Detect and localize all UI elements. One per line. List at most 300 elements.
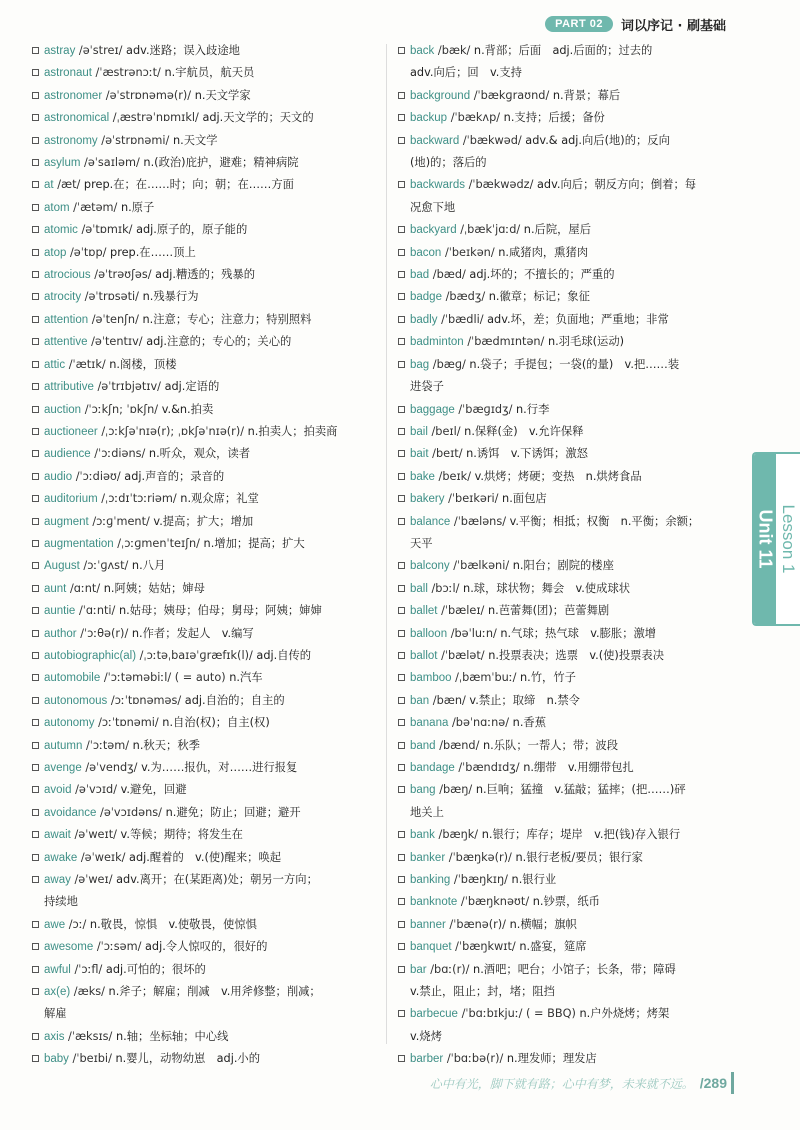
definition: v.为……报仇，对……进行报复 (141, 761, 298, 774)
vocab-entry (32, 130, 372, 152)
phonetic: /ˈbælət/ (441, 648, 485, 662)
checkbox-icon[interactable] (32, 607, 39, 614)
phonetic: /ˈbækwədz/ (468, 178, 534, 192)
phonetic: /ˈbækwəd/ (462, 133, 522, 147)
vocab-entry (398, 1003, 738, 1025)
definition: n.八月 (131, 559, 166, 573)
checkbox-icon[interactable] (398, 1010, 405, 1017)
phonetic: /ˌbækˈjɑːd/ (460, 223, 521, 237)
page-number: /289 (699, 1075, 727, 1091)
checkbox-icon[interactable] (32, 383, 39, 390)
definition: n.盛宴，筵席 (519, 940, 587, 954)
headword: away (44, 874, 71, 887)
phonetic: /bænd/ (439, 738, 480, 752)
headword: banner (410, 918, 446, 931)
vocab-entry (398, 488, 738, 510)
headword: backyard (410, 224, 457, 237)
vocab-entry (32, 600, 372, 622)
phonetic: /ˈɔːdiəʊ/ (75, 469, 121, 483)
checkbox-icon[interactable] (398, 271, 405, 278)
checkbox-icon[interactable] (32, 518, 39, 525)
definition: n.汽车 (229, 671, 263, 685)
unit-label-box (754, 454, 776, 624)
definition: adv.离开；在(某距离)处；朝另一方向； (116, 873, 318, 887)
vocab-entry (398, 85, 738, 107)
definition-continuation: 况愈下地 (410, 200, 456, 214)
phonetic: /əˈstrɒnəmə(r)/ (105, 88, 192, 102)
headword: awake (44, 851, 78, 864)
definition: n.作者；发起人 v.编写 (131, 626, 254, 640)
unit-label: Unit 11 (755, 509, 776, 569)
headword: baggage (410, 403, 455, 416)
checkbox-icon[interactable] (32, 786, 39, 793)
headword: bait (410, 448, 429, 461)
definition: adj.注意的；专心的；关心的 (146, 335, 292, 349)
headword: bamboo (410, 672, 452, 685)
page-header (545, 14, 726, 34)
headword: attic (44, 358, 66, 371)
checkbox-icon[interactable] (398, 428, 405, 435)
headword: auditorium (44, 493, 98, 506)
phonetic: /ɔːˈɡʌst/ (83, 559, 129, 573)
headword: background (410, 89, 471, 102)
checkbox-icon[interactable] (32, 854, 39, 861)
definition: n.背部；后面 adj.后面的；过去的 (473, 44, 653, 57)
checkbox-icon[interactable] (398, 1055, 405, 1062)
vocab-entry (398, 959, 738, 981)
page-footer (430, 1072, 734, 1094)
checkbox-icon[interactable] (32, 966, 39, 973)
definition-continuation: v.烧烤 (410, 1029, 442, 1043)
checkbox-icon[interactable] (398, 518, 405, 525)
definition: v.烘烤；烤硬；变热 n.烘烤食品 (474, 469, 642, 483)
checkbox-icon[interactable] (32, 1055, 39, 1062)
checkbox-icon[interactable] (32, 92, 39, 99)
definition: n.诱饵 v.下诱饵；激怒 (466, 447, 588, 461)
checkbox-icon[interactable] (398, 473, 405, 480)
vocab-entry (398, 690, 738, 712)
definition: v.避免，回避 (120, 783, 187, 797)
checkbox-icon[interactable] (32, 406, 39, 413)
vocab-entry (32, 107, 372, 129)
vocab-entry (32, 85, 372, 107)
headword: bakery (410, 493, 445, 506)
definition: n.残暴行为 (142, 290, 199, 304)
headword: autobiographic(al) (44, 649, 137, 662)
phonetic: /bæk/ (437, 44, 471, 57)
checkbox-icon[interactable] (398, 47, 405, 54)
checkbox-icon[interactable] (398, 652, 405, 659)
checkbox-icon[interactable] (32, 719, 39, 726)
checkbox-icon[interactable] (398, 898, 405, 905)
checkbox-icon[interactable] (32, 159, 39, 166)
definition-continuation: 持续地 (44, 895, 78, 909)
checkbox-icon[interactable] (398, 742, 405, 749)
checkbox-icon[interactable] (32, 876, 39, 883)
vocab-entry (398, 443, 738, 465)
checkbox-icon[interactable] (398, 450, 405, 457)
checkbox-icon[interactable] (32, 674, 39, 681)
definition: n.背景；幕后 (552, 88, 621, 102)
checkbox-icon[interactable] (32, 69, 39, 76)
definition: n.绷带 v.用绷带包扎 (523, 761, 634, 774)
vocab-entry (32, 802, 372, 824)
vocab-entry (398, 421, 738, 443)
definition: n.横幅；旗帜 (509, 917, 577, 931)
checkbox-icon[interactable] (32, 742, 39, 749)
definition: n.气球；热气球 v.膨胀；激增 (500, 626, 657, 640)
vocab-entry (32, 421, 372, 443)
definition: n.阿姨；姑姑；婶母 (103, 581, 205, 595)
headword: atop (44, 246, 67, 259)
phonetic: /ˈbeɪkən/ (444, 245, 495, 259)
definition: adj.糟透的；残暴的 (155, 268, 256, 282)
phonetic: /ˈæksɪs/ (68, 1029, 113, 1043)
phonetic: /ˈbædli/ (441, 312, 484, 326)
vocab-entry (32, 331, 372, 353)
definition: adj.定语的 (164, 380, 220, 394)
checkbox-icon[interactable] (398, 293, 405, 300)
phonetic: /beɪk/ (438, 469, 472, 483)
checkbox-icon[interactable] (32, 988, 39, 995)
vocab-entry (398, 555, 738, 577)
headword: auntie (44, 605, 76, 618)
headword: banknote (410, 896, 458, 909)
headword: aunt (44, 582, 67, 595)
vocab-entry (32, 511, 372, 533)
checkbox-icon[interactable] (398, 630, 405, 637)
headword: audience (44, 448, 91, 461)
phonetic: /ˈɔːtəməbiːl/ ( = auto) (103, 671, 226, 685)
checkbox-icon[interactable] (398, 943, 405, 950)
headword: atrocious (44, 269, 91, 282)
definition: n.银行老板/要员；银行家 (515, 850, 643, 864)
vocab-entry (398, 309, 738, 331)
checkbox-icon[interactable] (398, 249, 405, 256)
checkbox-icon[interactable] (398, 585, 405, 592)
checkbox-icon[interactable] (32, 943, 39, 950)
checkbox-icon[interactable] (398, 966, 405, 973)
phonetic: /ˌbæmˈbuː/ (455, 671, 517, 685)
vocab-entry (398, 779, 738, 801)
lesson-label: Lesson 1 (779, 504, 798, 574)
vocab-entry (32, 959, 372, 981)
headword: badge (410, 291, 442, 304)
definition: n.自治(权)；自主(权) (162, 716, 270, 730)
checkbox-icon[interactable] (32, 47, 39, 54)
checkbox-icon[interactable] (398, 316, 405, 323)
vocab-entry (32, 152, 372, 174)
headword: backwards (410, 179, 465, 192)
vocab-entry (32, 914, 372, 936)
phonetic: /bæŋk/ (438, 828, 479, 842)
headword: ball (410, 582, 428, 595)
definition: v.&n.拍卖 (161, 402, 214, 416)
vocab-entry (398, 712, 738, 734)
phonetic: /əˈweɪ/ (74, 873, 113, 887)
checkbox-icon[interactable] (398, 719, 405, 726)
checkbox-icon[interactable] (32, 181, 39, 188)
definition: n.面包店 (502, 492, 547, 506)
definition: n.香蕉 (512, 716, 547, 730)
phonetic: /ˈbælkəni/ (453, 559, 510, 573)
headword: avenge (44, 762, 82, 774)
headword: balance (410, 515, 451, 528)
vocab-entry (398, 511, 738, 533)
headword: awful (44, 963, 71, 976)
checkbox-icon[interactable] (32, 361, 39, 368)
phonetic: /əˈtɒp/ (69, 245, 107, 259)
definition: adj.声音的；录音的 (124, 469, 225, 483)
headword: asylum (44, 157, 81, 170)
definition: n.酒吧；吧台；小馆子；长条，带；障碍 (473, 962, 676, 976)
definition: n.秋天；秋季 (132, 738, 200, 752)
definition: n.户外烧烤；烤架 (579, 1007, 670, 1021)
vocab-entry (398, 174, 738, 196)
headword: atom (44, 201, 70, 214)
checkbox-icon[interactable] (32, 764, 39, 771)
definition: n.理发师；理发店 (506, 1052, 597, 1066)
checkbox-icon[interactable] (32, 585, 39, 592)
checkbox-icon[interactable] (398, 406, 405, 413)
headword: autonomy (44, 717, 95, 730)
checkbox-icon[interactable] (32, 495, 39, 502)
phonetic: /ˈɔːkʃn; ˈɒkʃn/ (84, 402, 159, 416)
checkbox-icon[interactable] (32, 1033, 39, 1040)
phonetic: /əˈvɔɪd/ (75, 783, 118, 797)
vocab-entry (32, 488, 372, 510)
phonetic: /əˈsaɪləm/ (84, 156, 140, 170)
headword: bandage (410, 762, 455, 774)
phonetic: /əˈtentɪv/ (91, 335, 143, 349)
unit-side-tab (752, 452, 800, 626)
vocab-entry (398, 847, 738, 869)
vocab-entry (32, 690, 372, 712)
definition: n.银行；库存；堤岸 v.把(钱)存入银行 (481, 828, 681, 842)
definition: n.轴；坐标轴；中心线 (115, 1029, 229, 1043)
headword: backward (410, 134, 460, 147)
checkbox-icon[interactable] (398, 831, 405, 838)
vocab-entry (32, 399, 372, 421)
phonetic: /əˈstrɒnəmi/ (101, 133, 170, 147)
checkbox-icon[interactable] (398, 607, 405, 614)
headword: barbecue (410, 1008, 458, 1021)
phonetic: /ɔː/ (68, 917, 87, 931)
definition: n.巨响；猛撞 v.猛敲；猛摔；(把……)砰 (475, 783, 686, 797)
checkbox-icon[interactable] (32, 249, 39, 256)
vocab-entry (398, 600, 738, 622)
vocab-entry (32, 555, 372, 577)
phonetic: /bæn/ (432, 693, 466, 707)
headword: automobile (44, 672, 101, 685)
definition: adj.令人惊叹的，很好的 (144, 940, 268, 954)
checkbox-icon[interactable] (398, 786, 405, 793)
checkbox-icon[interactable] (398, 854, 405, 861)
definition-continuation: 进袋子 (410, 380, 444, 394)
phonetic: /ˌɔːkʃəˈnɪə(r); ˌɒkʃəˈnɪə(r)/ (101, 424, 245, 438)
headword: augmentation (44, 537, 114, 550)
checkbox-icon[interactable] (32, 831, 39, 838)
vocab-entry (398, 399, 738, 421)
headword: balloon (410, 627, 448, 640)
headword: ban (410, 694, 430, 707)
definition-continuation: v.禁止，阻止；封，堵；阻挡 (410, 985, 555, 999)
vocab-entry (398, 891, 738, 913)
phonetic: /bædʒ/ (445, 290, 486, 304)
vocab-entry (32, 40, 372, 62)
checkbox-icon[interactable] (398, 697, 405, 704)
vocab-entry (32, 981, 372, 1003)
vocab-entry (32, 1026, 372, 1048)
headword: awesome (44, 941, 94, 954)
column-divider (386, 44, 387, 1044)
phonetic: /æt/ (57, 178, 81, 192)
checkbox-icon[interactable] (398, 562, 405, 569)
headword: banquet (410, 941, 452, 954)
definition: n.宇航员，航天员 (164, 66, 255, 80)
checkbox-icon[interactable] (32, 473, 39, 480)
headword: bail (410, 425, 428, 438)
headword: attentive (44, 336, 88, 349)
checkbox-icon[interactable] (32, 450, 39, 457)
checkbox-icon[interactable] (32, 137, 39, 144)
checkbox-icon[interactable] (32, 540, 39, 547)
headword: atomic (44, 224, 78, 237)
vocab-entry (398, 1048, 738, 1070)
headword: bad (410, 269, 430, 282)
definition: n.咸猪肉，熏猪肉 (498, 245, 589, 259)
vocab-entry (32, 936, 372, 958)
headword: backup (410, 112, 448, 125)
checkbox-icon[interactable] (398, 495, 405, 502)
phonetic: /bæɡ/ (432, 357, 466, 371)
checkbox-icon[interactable] (32, 204, 39, 211)
vocab-entry (32, 443, 372, 465)
phonetic: /ˈbeɪbi/ (72, 1052, 112, 1066)
checkbox-icon[interactable] (398, 361, 405, 368)
headword: astronaut (44, 67, 92, 80)
definition: n.敬畏，惊惧 v.使敬畏，使惊惧 (89, 917, 257, 931)
phonetic: /ˈbædmɪntən/ (467, 335, 545, 349)
checkbox-icon[interactable] (32, 697, 39, 704)
phonetic: /ˌɔːɡmenˈteɪʃn/ (117, 536, 200, 550)
definition: n.注意；专心；注意力；特别照料 (142, 312, 312, 326)
phonetic: /ˈætəm/ (73, 200, 118, 214)
phonetic: /ˈbæɡɪdʒ/ (458, 402, 513, 416)
headword: banker (410, 851, 446, 864)
checkbox-icon[interactable] (32, 921, 39, 928)
definition: n.姑母；姨母；伯母；舅母；阿姨；婶婶 (118, 604, 322, 618)
checkbox-icon[interactable] (398, 338, 405, 345)
definition: adj.坏的；不擅长的；严重的 (469, 268, 615, 282)
phonetic: /bɔːl/ (431, 581, 460, 595)
checkbox-icon[interactable] (32, 809, 39, 816)
definition: n.乐队；一帮人；带；波段 (483, 738, 619, 752)
headword: augment (44, 515, 89, 528)
definition: n.阁楼，顶楼 (109, 357, 177, 371)
footer-motto: 心中有光，脚下就有路；心中有梦，未来就不远。 (429, 1076, 694, 1091)
vocab-entry (32, 376, 372, 398)
phonetic: /ˌɔːtəˌbaɪəˈɡræfɪk(l)/ (139, 648, 253, 662)
checkbox-icon[interactable] (32, 428, 39, 435)
phonetic: /ˈɔːfl/ (74, 962, 103, 976)
checkbox-icon[interactable] (32, 293, 39, 300)
definition: prep.在；在……时；向；朝；在……方面 (83, 178, 294, 192)
definition: n.观众席；礼堂 (180, 492, 259, 506)
headword: audio (44, 470, 73, 483)
vocab-entry (398, 286, 738, 308)
definition: v.等候；期待；将发生在 (120, 828, 243, 842)
checkbox-icon[interactable] (398, 876, 405, 883)
phonetic: /ˈbændɪdʒ/ (458, 761, 520, 774)
definition: n.婴儿，动物幼崽 adj.小的 (115, 1052, 261, 1066)
headword: bank (410, 829, 435, 842)
phonetic: /bəˈnɑːnə/ (451, 716, 510, 730)
phonetic: /əˈstreɪ/ (78, 44, 123, 57)
headword: barber (410, 1053, 444, 1066)
definition: n.行李 (516, 402, 550, 416)
definition: v.禁止；取缔 n.禁令 (469, 693, 580, 707)
phonetic: /ˈbæŋknəʊt/ (460, 895, 530, 909)
headword: bag (410, 358, 430, 371)
vocab-entry (32, 667, 372, 689)
vocab-entry (32, 645, 372, 667)
phonetic: /əˈvendʒ/ (85, 761, 138, 774)
checkbox-icon[interactable] (32, 338, 39, 345)
phonetic: /ˈɔːdiəns/ (94, 447, 146, 461)
checkbox-icon[interactable] (398, 921, 405, 928)
checkbox-icon[interactable] (32, 271, 39, 278)
checkbox-icon[interactable] (398, 764, 405, 771)
vocab-entry (32, 712, 372, 734)
definition: prep.在……顶上 (110, 245, 196, 259)
checkbox-icon[interactable] (398, 674, 405, 681)
checkbox-icon[interactable] (398, 92, 405, 99)
headword: axis (44, 1030, 65, 1043)
checkbox-icon[interactable] (32, 316, 39, 323)
vocab-entry (32, 219, 372, 241)
checkbox-icon[interactable] (32, 226, 39, 233)
headword: badly (410, 313, 438, 326)
definition: n.保释(金) v.允许保释 (464, 424, 584, 438)
phonetic: /bæŋ/ (439, 783, 473, 797)
headword: banana (410, 717, 449, 730)
headword: banking (410, 874, 451, 887)
checkbox-icon[interactable] (398, 226, 405, 233)
lesson-label-box (776, 454, 800, 624)
checkbox-icon[interactable] (398, 181, 405, 188)
checkbox-icon[interactable] (398, 137, 405, 144)
headword: author (44, 627, 77, 640)
vocab-entry (32, 869, 372, 891)
checkbox-icon[interactable] (32, 630, 39, 637)
phonetic: /ˈɑːnti/ (78, 604, 116, 618)
phonetic: /əˈweɪt/ (74, 828, 117, 842)
definition: n.袋子；手提包；一袋(的量) v.把……装 (469, 357, 680, 371)
phonetic: /əˈtrɒsəti/ (84, 290, 139, 304)
checkbox-icon[interactable] (32, 652, 39, 659)
checkbox-icon[interactable] (32, 562, 39, 569)
definition: n.天文学 (172, 133, 218, 147)
vocab-entry (398, 869, 738, 891)
checkbox-icon[interactable] (398, 114, 405, 121)
vocab-entry (398, 264, 738, 286)
checkbox-icon[interactable] (32, 114, 39, 121)
vocab-entry (32, 62, 372, 84)
headword: bang (410, 784, 436, 797)
definition: n.听众，观众，读者 (148, 447, 251, 461)
phonetic: /ˌæstrəˈnɒmɪkl/ (112, 111, 199, 125)
